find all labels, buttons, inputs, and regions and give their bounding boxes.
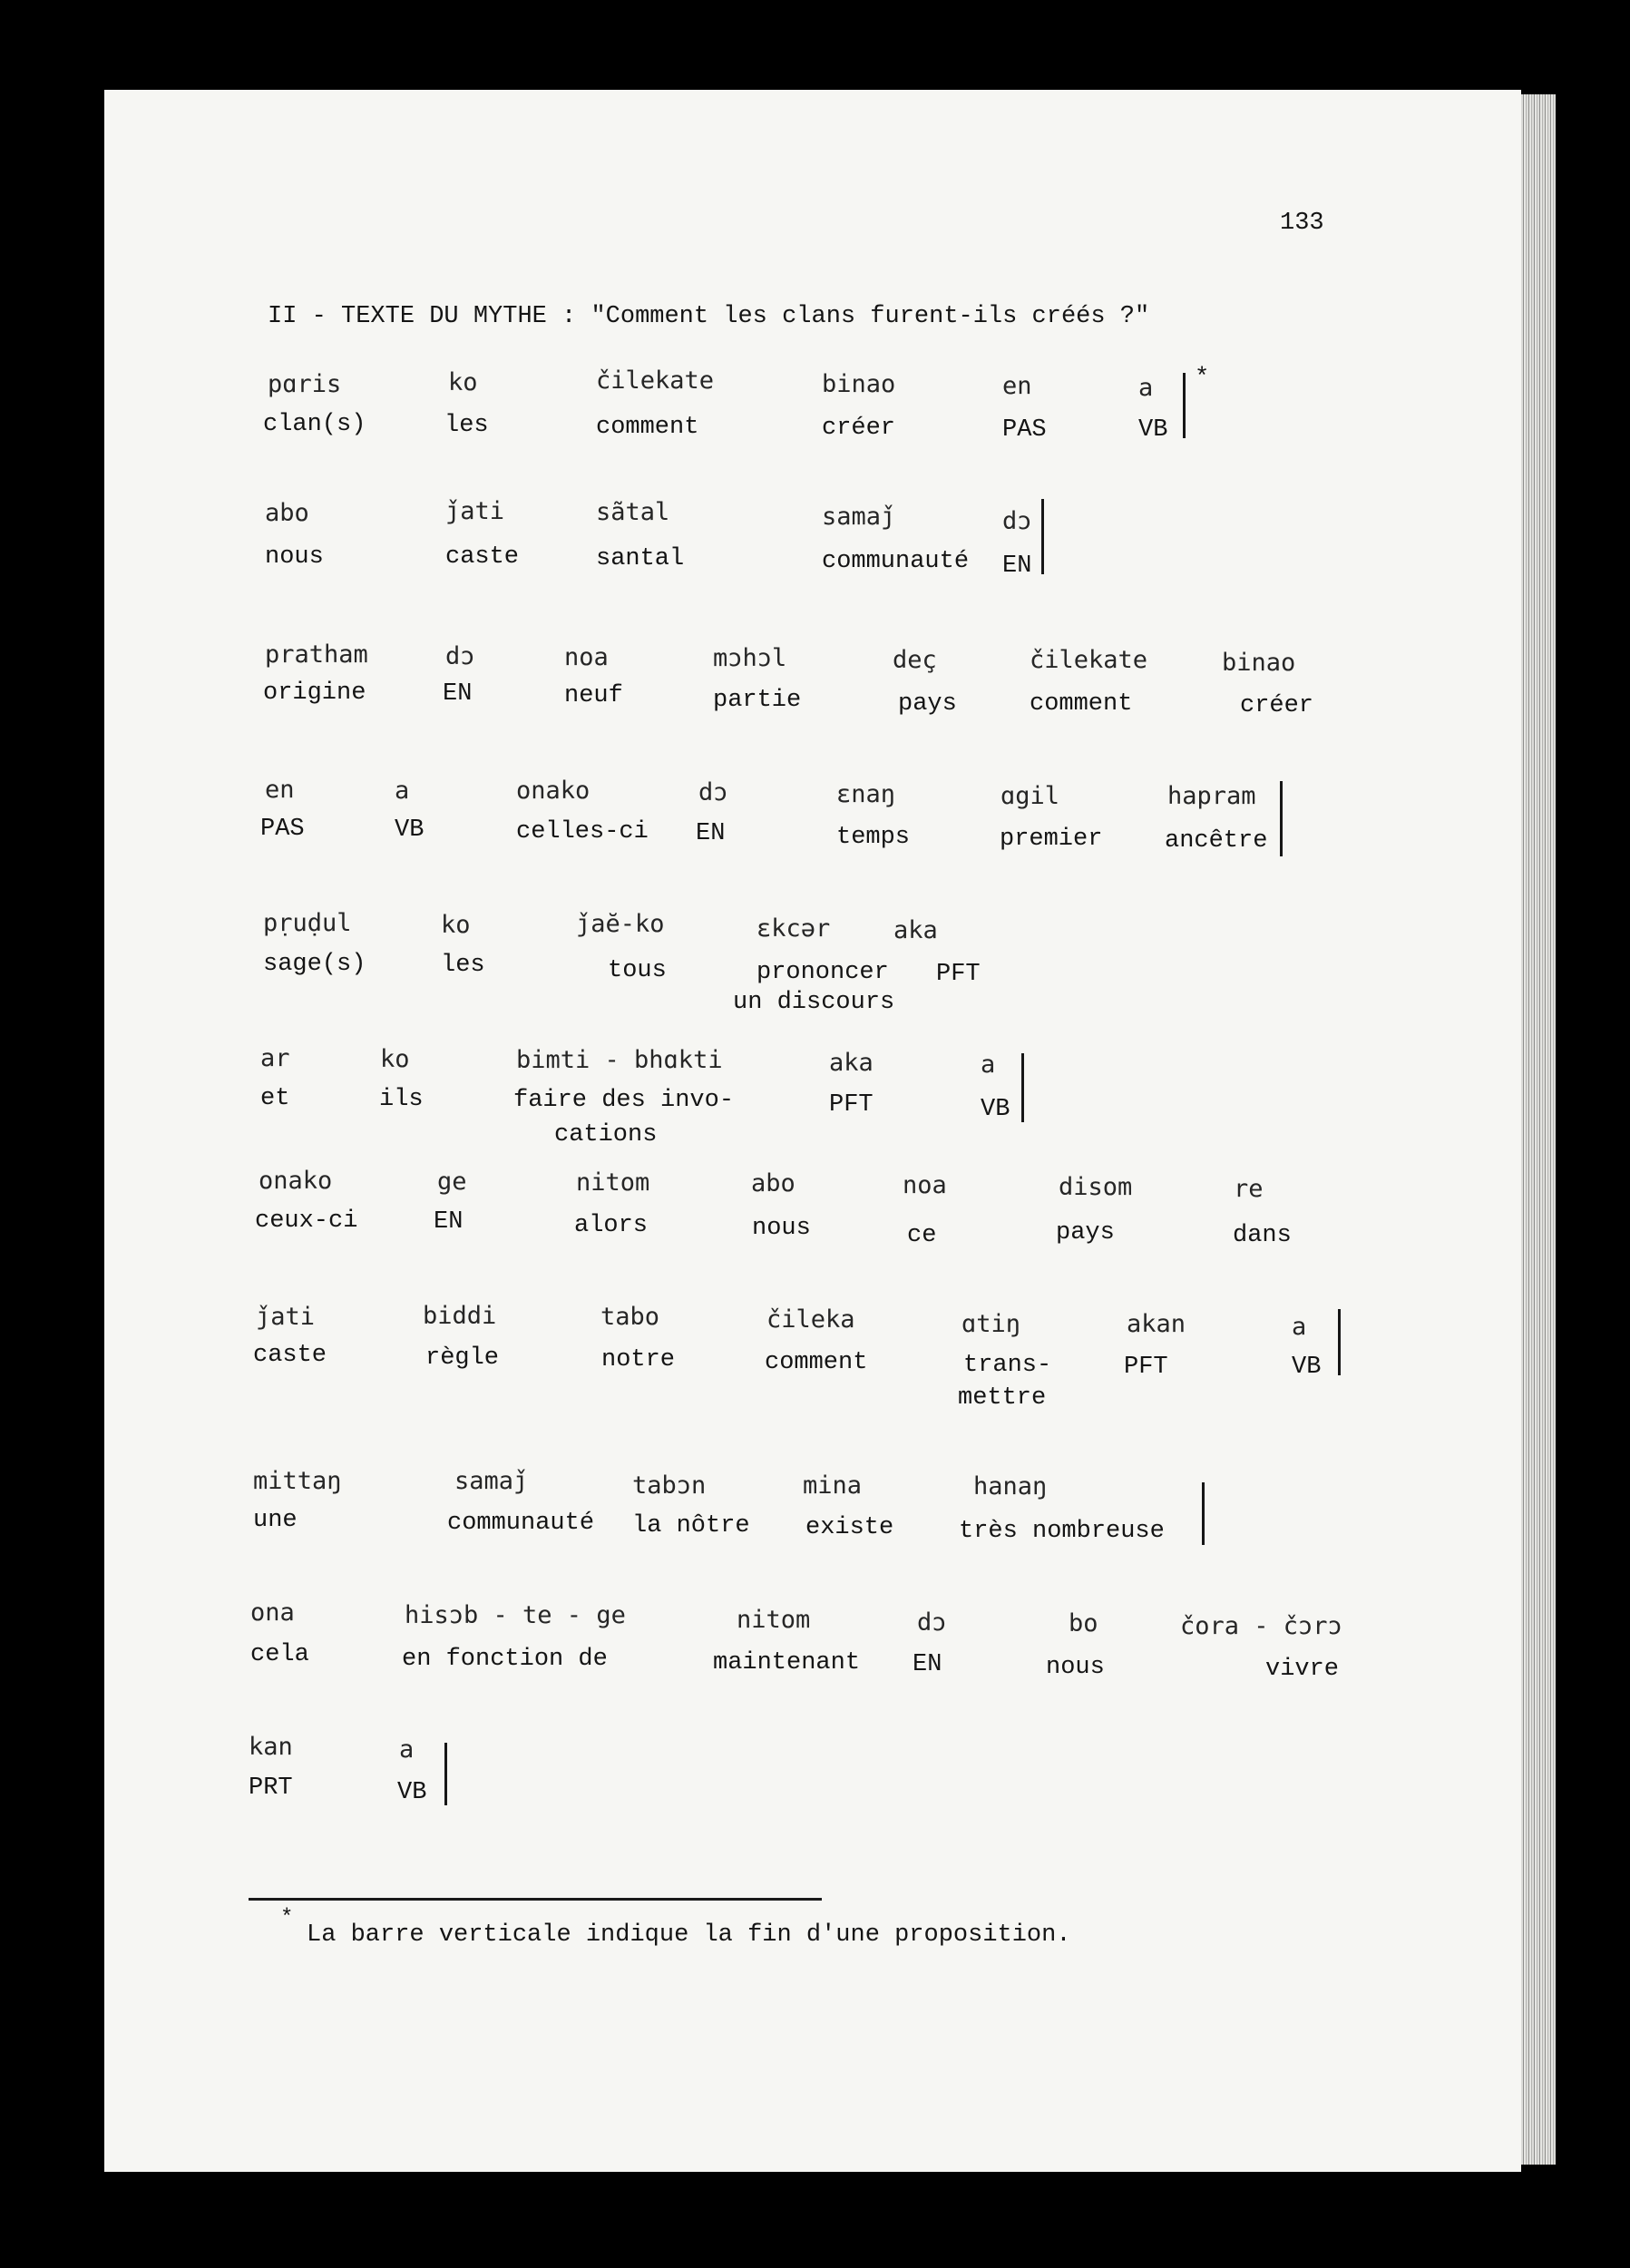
clause-end-bar <box>1183 373 1186 438</box>
translit-word: mina <box>803 1471 863 1500</box>
translit-word: biddi <box>423 1302 497 1330</box>
gloss-word: nous <box>752 1215 811 1242</box>
translit-word: a <box>981 1051 996 1079</box>
gloss-word: existe <box>805 1514 894 1541</box>
translit-word: mɔhɔl <box>713 644 787 672</box>
gloss-word: EN <box>913 1651 942 1678</box>
footnote-rule <box>249 1898 822 1901</box>
translit-word: hisɔb - te - ge <box>405 1601 626 1629</box>
translit-word: aka <box>893 916 938 944</box>
gloss-word: faire des invo- <box>513 1087 735 1114</box>
translit-word: deç <box>893 646 937 674</box>
translit-word: ǰati <box>445 497 505 525</box>
translit-word: akan <box>1127 1310 1186 1338</box>
translit-word: pṛuḍul <box>263 909 352 937</box>
gloss-word: temps <box>836 824 911 851</box>
translit-word: čora - čɔrɔ <box>1180 1612 1342 1640</box>
gloss-word: VB <box>1292 1354 1322 1381</box>
gloss-word: pays <box>898 690 957 718</box>
translit-word: čilekate <box>1030 646 1148 674</box>
gloss-continuation: mettre <box>958 1384 1047 1412</box>
translit-word: ɛnaŋ <box>836 780 896 808</box>
translit-word: čileka <box>766 1305 855 1334</box>
gloss-word: PFT <box>1124 1354 1168 1381</box>
translit-word: samaǰ <box>822 503 896 531</box>
translit-word: noa <box>903 1171 947 1199</box>
gloss-word: les <box>441 952 485 979</box>
translit-word: onako <box>259 1167 333 1195</box>
translit-word: nitom <box>737 1606 811 1634</box>
gloss-word: communauté <box>822 548 970 575</box>
translit-word: ko <box>448 368 478 396</box>
gloss-word: VB <box>981 1096 1010 1123</box>
translit-word: dɔ <box>445 642 475 670</box>
gloss-word: cela <box>250 1641 309 1668</box>
translit-word: sãtal <box>596 498 670 526</box>
gloss-word: les <box>444 412 489 439</box>
footnote-reference: * <box>1195 365 1210 392</box>
gloss-word: trans- <box>963 1352 1052 1379</box>
translit-word: en <box>1002 372 1032 400</box>
gloss-word: premier <box>1000 826 1103 853</box>
gloss-word: vivre <box>1265 1656 1340 1683</box>
gloss-word: créer <box>1240 692 1314 719</box>
translit-word: noa <box>564 643 609 671</box>
gloss-word: ceux-ci <box>255 1207 358 1235</box>
book-page <box>104 90 1521 2172</box>
clause-end-bar <box>1041 499 1044 574</box>
gloss-word: comment <box>1030 690 1133 718</box>
gloss-word: ancêtre <box>1165 827 1268 855</box>
gloss-word: prononcer <box>756 959 889 986</box>
translit-word: mittaŋ <box>253 1467 342 1495</box>
gloss-continuation: cations <box>554 1121 658 1149</box>
page-number: 133 <box>1280 210 1324 237</box>
translit-word: abo <box>751 1169 795 1198</box>
gloss-word: EN <box>696 820 726 847</box>
translit-word: ɑtiŋ <box>961 1310 1021 1338</box>
gloss-word: communauté <box>447 1510 595 1537</box>
gloss-word: VB <box>395 816 425 844</box>
translit-word: dɔ <box>917 1608 947 1637</box>
gloss-word: PFT <box>936 961 981 988</box>
gloss-word: EN <box>434 1208 464 1236</box>
gloss-word: neuf <box>564 682 623 709</box>
translit-word: ɛkcər <box>756 914 831 943</box>
gloss-word: origine <box>263 679 366 707</box>
footnote-text: La barre verticale indique la fin d'une proposition. <box>307 1921 1071 1949</box>
gloss-word: celles-ci <box>516 818 649 846</box>
translit-word: bimti - bhɑkti <box>516 1046 723 1074</box>
footnote-marker: * <box>280 1906 294 1931</box>
clause-end-bar <box>1021 1053 1024 1122</box>
gloss-word: et <box>260 1085 290 1112</box>
gloss-word: pays <box>1056 1219 1115 1246</box>
gloss-word: PRT <box>249 1774 293 1802</box>
translit-word: a <box>1138 374 1154 402</box>
translit-word: samaǰ <box>454 1467 529 1495</box>
gloss-word: une <box>253 1507 298 1534</box>
translit-word: ar <box>260 1044 290 1072</box>
clause-end-bar <box>1202 1482 1205 1545</box>
translit-word: ko <box>441 911 471 939</box>
translit-word: a <box>1292 1313 1307 1341</box>
gloss-word: très nombreuse <box>959 1518 1165 1545</box>
translit-word: ona <box>250 1598 295 1627</box>
translit-word: a <box>399 1735 415 1764</box>
translit-word: tabo <box>600 1303 660 1331</box>
gloss-word: caste <box>253 1342 327 1369</box>
gloss-word: comment <box>596 414 699 441</box>
gloss-word: nous <box>1046 1654 1105 1681</box>
gloss-word: en fonction de <box>402 1646 608 1673</box>
gloss-word: créer <box>822 415 896 442</box>
gloss-word: PAS <box>260 816 305 843</box>
translit-word: binao <box>1222 649 1296 677</box>
gloss-word: VB <box>1138 416 1168 444</box>
translit-word: binao <box>822 370 896 398</box>
translit-word: aka <box>829 1049 874 1077</box>
translit-word: disom <box>1059 1173 1133 1201</box>
gloss-word: notre <box>601 1346 676 1374</box>
translit-word: onako <box>516 777 591 805</box>
gloss-word: PFT <box>829 1091 874 1119</box>
clause-end-bar <box>1280 781 1283 856</box>
page-stack-edges <box>1521 94 1556 2165</box>
gloss-continuation: un discours <box>733 989 895 1016</box>
translit-word: ɑgil <box>1000 782 1060 810</box>
translit-word: pratham <box>265 640 368 669</box>
translit-word: a <box>395 777 410 805</box>
gloss-word: la nôtre <box>632 1512 750 1540</box>
clause-end-bar <box>444 1743 447 1805</box>
gloss-word: santal <box>596 545 685 572</box>
gloss-word: sage(s) <box>263 951 366 978</box>
gloss-word: règle <box>425 1344 500 1372</box>
translit-word: hapram <box>1167 782 1256 810</box>
gloss-word: EN <box>443 680 473 708</box>
section-title: II - TEXTE DU MYTHE : "Comment les clans furent-ils créés ?" <box>268 303 1150 330</box>
translit-word: ǰati <box>256 1303 316 1331</box>
translit-word: ge <box>437 1168 467 1196</box>
translit-word: tabɔn <box>632 1471 707 1500</box>
gloss-word: PAS <box>1002 416 1047 444</box>
translit-word: bo <box>1069 1609 1098 1637</box>
gloss-word: partie <box>713 687 802 714</box>
translit-word: nitom <box>576 1168 650 1197</box>
gloss-word: maintenant <box>713 1649 861 1677</box>
gloss-word: ils <box>379 1086 424 1113</box>
translit-word: en <box>265 776 295 804</box>
translit-word: ko <box>380 1045 410 1073</box>
gloss-word: caste <box>445 543 520 571</box>
translit-word: čilekate <box>596 367 715 395</box>
gloss-word: nous <box>265 543 324 571</box>
gloss-word: clan(s) <box>263 411 366 438</box>
gloss-word: VB <box>397 1779 427 1806</box>
translit-word: hanaŋ <box>973 1472 1048 1501</box>
gloss-word: dans <box>1233 1222 1292 1249</box>
clause-end-bar <box>1338 1309 1341 1375</box>
gloss-word: tous <box>608 957 667 984</box>
translit-word: abo <box>265 499 309 527</box>
gloss-word: comment <box>765 1349 868 1376</box>
gloss-word: EN <box>1002 552 1032 580</box>
translit-word: re <box>1234 1175 1264 1203</box>
translit-word: dɔ <box>1002 507 1032 535</box>
translit-word: kan <box>249 1733 293 1761</box>
gloss-word: ce <box>907 1222 937 1249</box>
translit-word: ǰaĕ-ko <box>576 910 665 938</box>
gloss-word: alors <box>574 1212 649 1239</box>
translit-word: pɑris <box>268 370 342 398</box>
translit-word: dɔ <box>698 778 728 807</box>
